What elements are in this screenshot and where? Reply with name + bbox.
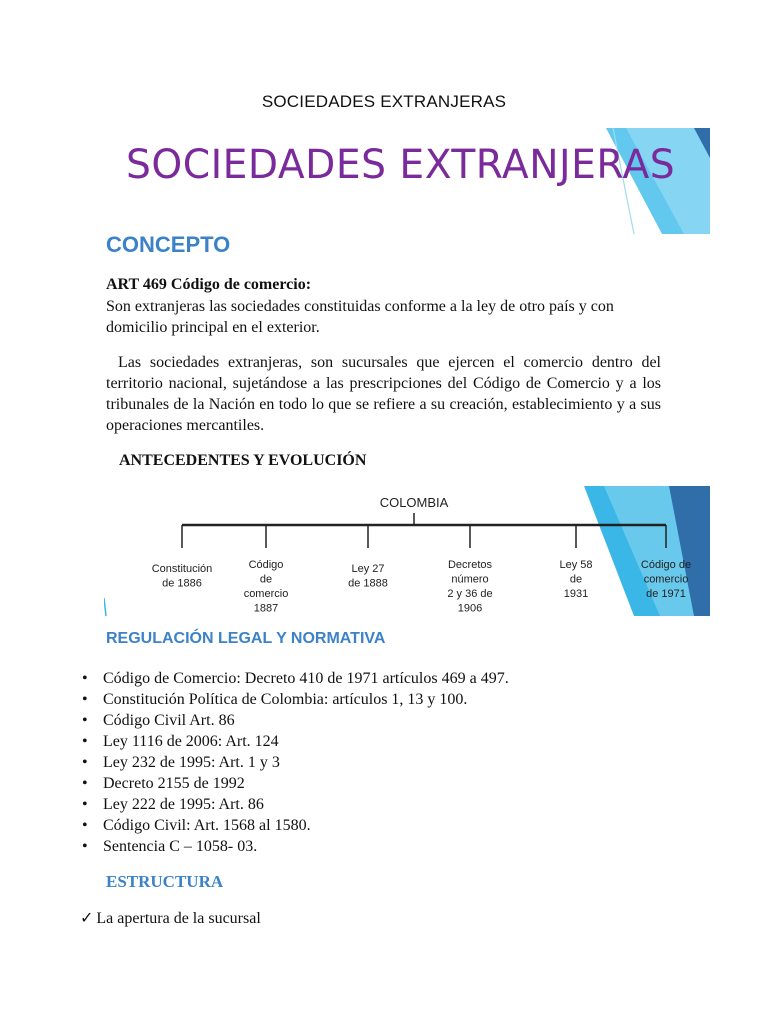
timeline-item-label: [641, 559, 691, 600]
concept-heading: CONCEPTO: [106, 232, 231, 257]
estructura-item: [80, 908, 261, 928]
regulacion-item: • Código Civil: Art. 1568 al 1580.: [82, 815, 509, 836]
timeline-item-line: de 1971: [646, 588, 686, 600]
timeline-item-line: comercio: [243, 588, 289, 600]
regulacion-item: • Código Civil Art. 86: [82, 710, 509, 731]
article-title: ART 469 Código de comercio:: [106, 276, 312, 293]
check-mark-icon: ✓: [80, 910, 94, 927]
regulacion-item: • Ley 1116 de 2006: Art. 124: [82, 731, 509, 752]
estructura-item-label: La apertura de la sucursal: [96, 910, 261, 927]
description-paragraph: Las sociedades extranjeras, son sucursales que ejercen el comercio dentro del territorio nacional, sujetándose a las prescripciones del Código de Comercio y a los tribunales de la Nación en todo lo que se refiere a su creación, establecimiento y a sus operaciones mercantiles.: [106, 354, 661, 434]
timeline-item-label: [152, 563, 213, 590]
timeline-item-label: [447, 559, 492, 615]
page-heading: SOCIEDADES EXTRANJERAS: [261, 92, 507, 111]
regulacion-item: • Constitución Política de Colombia: artículos 1, 13 y 100.: [82, 689, 509, 710]
timeline-item-line: Decretos: [447, 559, 493, 571]
regulacion-item: • Código de Comercio: Decreto 410 de 1971 artículos 469 a 497.: [82, 668, 509, 689]
article-text: Son extranjeras las sociedades constituidas conforme a la ley de otro país y con domicilio principal en el exterior.: [106, 298, 614, 336]
timeline-item-line: comercio: [643, 573, 689, 586]
antecedentes-heading: ANTECEDENTES Y EVOLUCIÓN: [119, 452, 367, 469]
timeline-item-line: 1906: [457, 602, 483, 615]
regulacion-item: • Ley 232 de 1995: Art. 1 y 3: [82, 752, 509, 773]
timeline-item-line: 2 y 36 de: [447, 588, 493, 600]
timeline-item-line: de 1888: [348, 577, 388, 590]
regulacion-item: • Decreto 2155 de 1992: [82, 773, 509, 794]
timeline-item-line: Ley 27: [351, 563, 385, 575]
regulacion-heading: REGULACIÓN LEGAL Y NORMATIVA: [106, 630, 386, 647]
timeline-item-line: de 1886: [162, 577, 202, 590]
timeline-item-line: Código: [248, 559, 284, 571]
timeline-item-line: Código de: [640, 559, 692, 571]
timeline-item-line: número: [451, 573, 489, 586]
timeline-item-line: 1931: [563, 588, 589, 600]
timeline-item-label: [348, 563, 388, 590]
timeline-item-line: Constitución: [151, 563, 213, 575]
timeline-item-line: Ley 58: [559, 559, 593, 571]
regulacion-item: • Sentencia C – 1058- 03.: [82, 836, 509, 857]
timeline-item-label: [244, 559, 289, 615]
timeline-item-label: [559, 559, 592, 600]
timeline-item-line: 1887: [253, 602, 279, 615]
timeline-item-line: de: [569, 573, 583, 586]
regulacion-list: [82, 668, 509, 857]
regulacion-item: • Ley 222 de 1995: Art. 86: [82, 794, 509, 815]
banner-title: SOCIEDADES EXTRANJERAS: [126, 142, 676, 188]
timeline-svg: [104, 486, 710, 616]
estructura-heading: ESTRUCTURA: [106, 872, 224, 891]
timeline-title: COLOMBIA: [379, 495, 449, 510]
title-banner: [106, 128, 710, 234]
timeline-figure: [104, 486, 710, 616]
timeline-left-accent: [104, 598, 106, 616]
timeline-item-line: de: [259, 573, 273, 586]
